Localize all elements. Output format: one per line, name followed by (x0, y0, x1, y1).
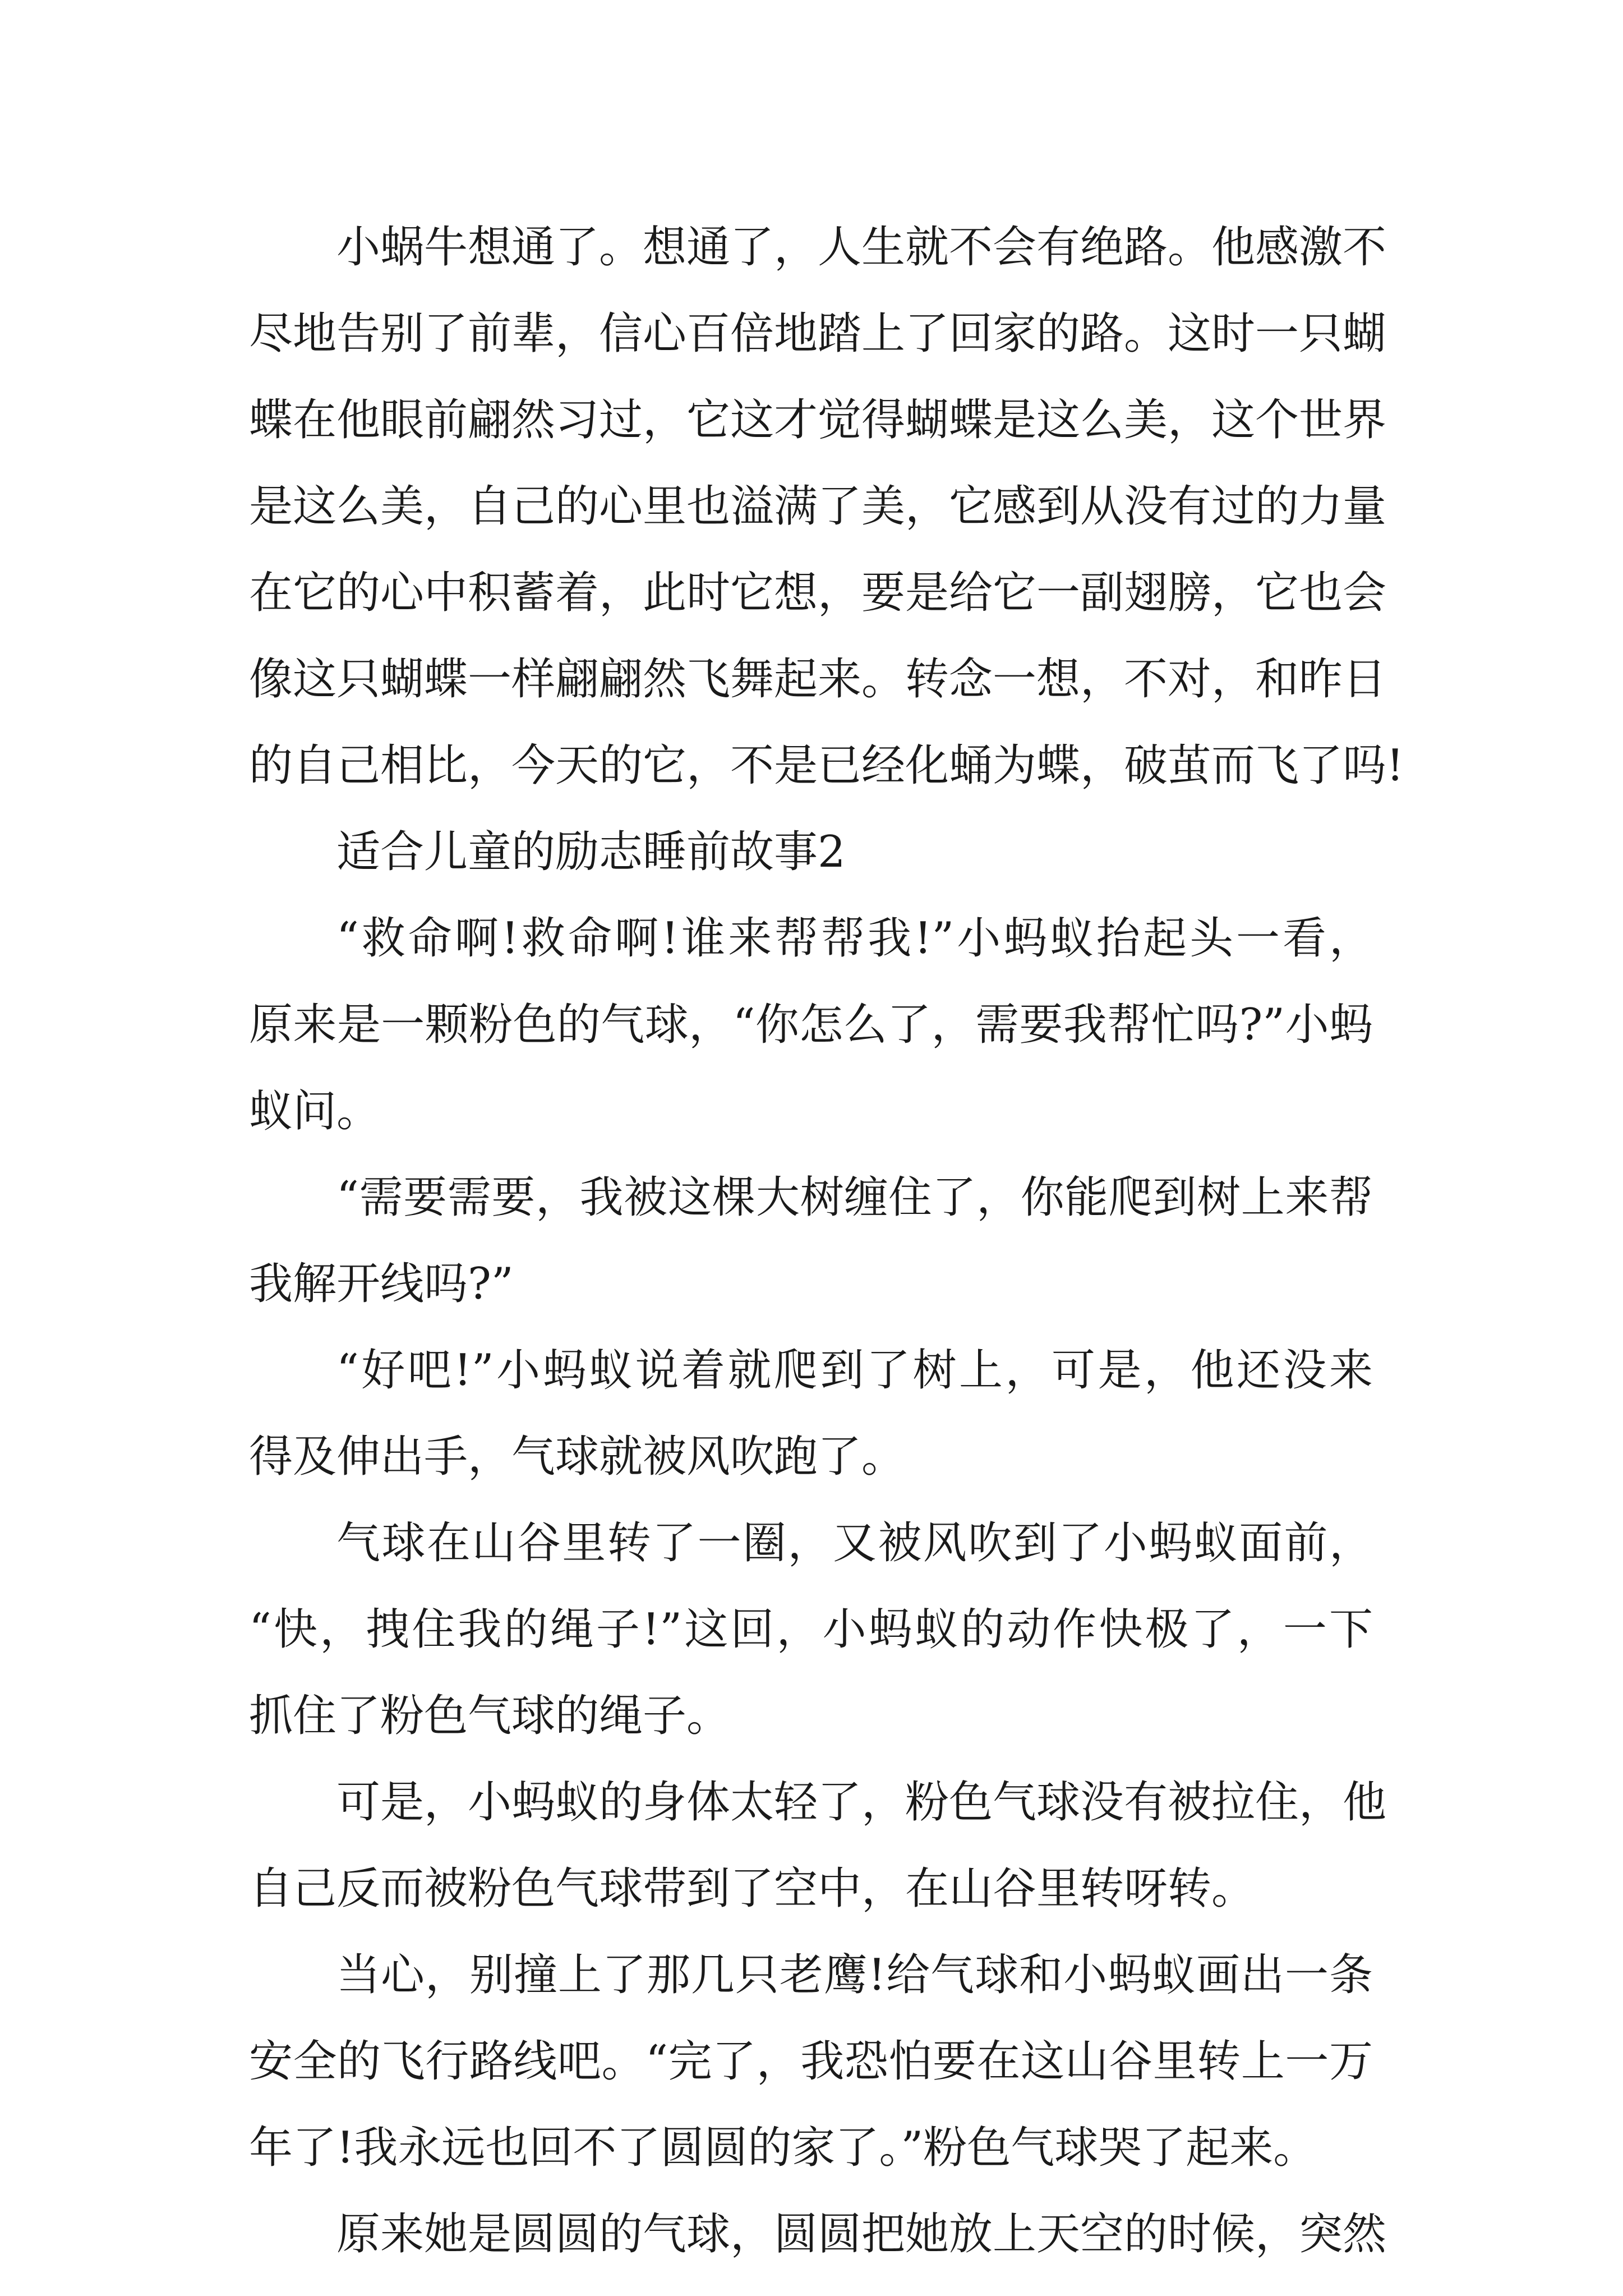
text-line: 自己反而被粉色气球带到了空中，在山谷里转呀转。 (249, 1864, 1256, 1914)
text-line: 蝶在他眼前翩然习过，它这才觉得蝴蝶是这么美，这个世界 (249, 395, 1387, 445)
text-line: 是这么美，自己的心里也溢满了美，它感到从没有过的力量 (249, 481, 1387, 532)
text-line: 原来是一颗粉色的气球，“你怎么了，需要我帮忙吗?”小蚂 (249, 1000, 1373, 1050)
text-line: 小蜗牛想通了。想通了，人生就不会有绝路。他感激不 (336, 222, 1387, 273)
text-line: 当心，别撞上了那几只老鹰!给气球和小蚂蚁画出一条 (336, 1950, 1373, 2000)
text-line: 气球在山谷里转了一圈，又被风吹到了小蚂蚁面前， (336, 1518, 1373, 1568)
text-line: “快，拽住我的绳子!”这回，小蚂蚁的动作快极了，一下 (249, 1604, 1373, 1655)
text-line: 适合儿童的励志睡前故事2 (336, 827, 846, 877)
text-line: 抓住了粉色气球的绳子。 (249, 1691, 731, 1741)
text-line: 像这只蝴蝶一样翩翩然飞舞起来。转念一想，不对，和昨日 (249, 654, 1387, 705)
text-line: 在它的心中积蓄着，此时它想，要是给它一副翅膀，它也会 (249, 568, 1387, 618)
text-line: 年了!我永远也回不了圆圆的家了。”粉色气球哭了起来。 (249, 2123, 1317, 2173)
text-line: 蚁问。 (249, 1086, 381, 1137)
text-line: “需要需要，我被这棵大树缠住了，你能爬到树上来帮 (336, 1172, 1373, 1223)
text-line: 尽地告别了前辈，信心百倍地踏上了回家的路。这时一只蝴 (249, 309, 1387, 359)
text-line: 原来她是圆圆的气球，圆圆把她放上天空的时候，突然 (336, 2209, 1387, 2260)
story-text-body (249, 204, 1404, 2277)
text-line: 安全的飞行路线吧。“完了，我恐怕要在这山谷里转上一万 (249, 2036, 1373, 2087)
text-line: 的自己相比，今天的它，不是已经化蛹为蝶，破茧而飞了吗! (249, 740, 1404, 791)
text-line: 我解开线吗?” (249, 1259, 514, 1309)
text-line: 得及伸出手，气球就被风吹跑了。 (249, 1432, 906, 1482)
text-line: 可是，小蚂蚁的身体太轻了，粉色气球没有被拉住，他 (336, 1777, 1387, 1828)
text-line: “救命啊!救命啊!谁来帮帮我!”小蚂蚁抬起头一看， (336, 913, 1373, 964)
text-line: “好吧!”小蚂蚁说着就爬到了树上，可是，他还没来 (336, 1345, 1373, 1396)
